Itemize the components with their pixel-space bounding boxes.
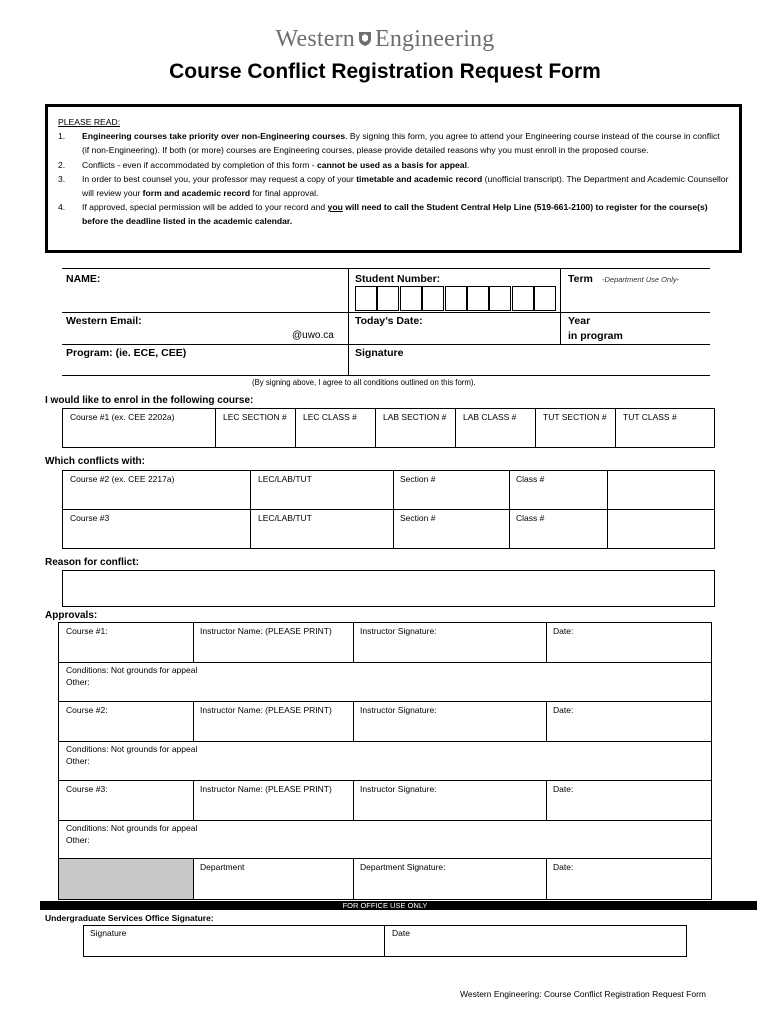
divider xyxy=(58,780,712,781)
divider xyxy=(384,925,385,957)
divider xyxy=(295,408,296,448)
notice-number: 4. xyxy=(58,202,66,213)
student-number-box[interactable] xyxy=(467,286,489,311)
divider xyxy=(58,820,712,821)
program-field[interactable] xyxy=(190,346,345,374)
name-label: NAME: xyxy=(66,273,101,285)
notice-text: . By signing this form, you agree to attend your Engineering course instead of the course in conflict (if non-Engineering). If both (or more) courses are Engineering courses, please provide detailed reasons why you must enroll in the proposed course. xyxy=(82,131,720,156)
notice-item xyxy=(58,158,729,172)
divider xyxy=(58,662,712,663)
divider xyxy=(62,375,710,376)
email-label: Western Email: xyxy=(66,315,142,327)
divider xyxy=(535,408,536,448)
other-label: Other: xyxy=(66,677,90,687)
divider xyxy=(215,408,216,448)
office-use-banner-text: FOR OFFICE USE ONLY xyxy=(342,901,428,910)
enrol-column-header: LAB CLASS # xyxy=(463,412,517,422)
conflict-course: Course #2 (ex. CEE 2217a) xyxy=(70,474,175,484)
divider xyxy=(455,408,456,448)
email-field[interactable] xyxy=(150,314,290,342)
notice-underline: you xyxy=(327,202,343,213)
student-number-box[interactable] xyxy=(422,286,444,311)
department-date-label: Date: xyxy=(553,862,574,872)
divider xyxy=(393,470,394,549)
student-number-boxes xyxy=(355,286,557,311)
footer-text: Western Engineering: Course Conflict Registration Request Form xyxy=(460,989,706,999)
divider xyxy=(560,268,561,345)
divider xyxy=(607,470,608,549)
notice-bold: Engineering courses take priority over non-Engineering courses xyxy=(82,131,346,142)
divider xyxy=(615,408,616,448)
approval-date-label: Date: xyxy=(553,784,574,794)
conflict-type: LEC/LAB/TUT xyxy=(258,513,312,523)
notice-number: 1. xyxy=(58,131,66,142)
term-label: Term xyxy=(568,273,593,285)
student-number-box[interactable] xyxy=(377,286,399,311)
conflict-class: Class # xyxy=(516,513,545,523)
conditions-label: Conditions: Not grounds for appeal xyxy=(66,744,198,754)
notice-text: Conflicts - even if accommodated by completion of this form - xyxy=(82,159,317,170)
instructor-signature-label: Instructor Signature: xyxy=(360,705,437,715)
divider xyxy=(546,622,547,662)
divider xyxy=(62,509,715,510)
instructor-signature-label: Instructor Signature: xyxy=(360,784,437,794)
office-date-label: Date xyxy=(392,928,410,938)
western-engineering-logo xyxy=(0,26,770,53)
reason-heading: Reason for conflict: xyxy=(45,557,139,568)
todays-date-field[interactable] xyxy=(432,314,557,342)
student-number-box[interactable] xyxy=(355,286,377,311)
office-signature-label: Signature xyxy=(90,928,127,938)
name-field[interactable] xyxy=(100,270,345,310)
instructor-name-label: Instructor Name: (PLEASE PRINT) xyxy=(200,626,332,636)
divider xyxy=(353,622,354,662)
notice-list xyxy=(58,129,729,228)
year-sub-label: in program xyxy=(568,330,623,342)
notice-heading: PLEASE READ: xyxy=(58,117,121,127)
approval-course-label: Course #3: xyxy=(66,784,108,794)
notice-text: for final approval. xyxy=(250,188,319,199)
instructor-signature-label: Instructor Signature: xyxy=(360,626,437,636)
divider xyxy=(193,622,194,662)
enrol-column-header: TUT CLASS # xyxy=(623,412,677,422)
divider xyxy=(353,858,354,900)
enrol-column-header: LAB SECTION # xyxy=(383,412,447,422)
notice-text: If approved, special permission will be added to your record and xyxy=(82,202,328,213)
conflict-section: Section # xyxy=(400,474,436,484)
conflicts-heading: Which conflicts with: xyxy=(45,456,145,467)
divider xyxy=(353,701,354,741)
conflict-class: Class # xyxy=(516,474,545,484)
approval-date-label: Date: xyxy=(553,705,574,715)
divider xyxy=(546,858,547,900)
department-signature-label: Department Signature: xyxy=(360,862,446,872)
page-title: Course Conflict Registration Request Form xyxy=(169,60,601,83)
email-suffix: @uwo.ca xyxy=(292,330,334,341)
other-label: Other: xyxy=(66,756,90,766)
term-note: -Department Use Only- xyxy=(602,275,680,284)
logo-engineering: Engineering xyxy=(374,26,495,52)
please-read-notice xyxy=(45,104,742,253)
notice-number: 3. xyxy=(58,173,66,184)
department-label: Department xyxy=(200,862,245,872)
divider xyxy=(193,858,194,900)
enrol-column-header: LEC CLASS # xyxy=(303,412,357,422)
shaded-cell xyxy=(59,859,193,899)
notice-item xyxy=(58,129,729,157)
logo-western: Western xyxy=(275,26,355,52)
shield-icon xyxy=(358,31,372,47)
divider xyxy=(348,268,349,376)
divider xyxy=(62,312,710,313)
notice-bold: will need to call the Student Central Help Line (519-661-2100) to register for the course(s) before the deadline listed in the academic calendar. xyxy=(82,202,708,227)
divider xyxy=(509,470,510,549)
program-label: Program: (ie. ECE, CEE) xyxy=(66,347,187,359)
notice-bold: timetable and academic record xyxy=(356,173,483,184)
notice-number: 2. xyxy=(58,159,66,170)
divider xyxy=(58,741,712,742)
notice-item xyxy=(58,200,729,228)
divider xyxy=(546,701,547,741)
divider xyxy=(58,701,712,702)
reason-field[interactable] xyxy=(62,570,715,607)
student-number-box[interactable] xyxy=(512,286,534,311)
other-label: Other: xyxy=(66,835,90,845)
student-number-box[interactable] xyxy=(445,286,467,311)
enrol-heading: I would like to enrol in the following course: xyxy=(45,395,254,406)
enrol-column-header: Course #1 (ex. CEE 2202a) xyxy=(70,412,175,422)
signature-note: (By signing above, I agree to all conditions outlined on this form). xyxy=(252,378,476,387)
notice-bold: form and academic record xyxy=(142,188,251,199)
conflict-course: Course #3 xyxy=(70,513,110,523)
divider xyxy=(193,780,194,820)
divider xyxy=(62,268,710,269)
notice-bold: cannot be used as a basis for appeal xyxy=(317,159,467,170)
student-signature-field[interactable] xyxy=(410,346,708,374)
instructor-name-label: Instructor Name: (PLEASE PRINT) xyxy=(200,705,332,715)
instructor-name-label: Instructor Name: (PLEASE PRINT) xyxy=(200,784,332,794)
notice-item xyxy=(58,172,729,200)
enrol-column-header: TUT SECTION # xyxy=(543,412,607,422)
student-number-box[interactable] xyxy=(489,286,511,311)
approval-course-label: Course #2: xyxy=(66,705,108,715)
divider xyxy=(58,858,712,859)
divider xyxy=(193,701,194,741)
conditions-label: Conditions: Not grounds for appeal xyxy=(66,665,198,675)
student-number-box[interactable] xyxy=(534,286,556,311)
divider xyxy=(62,344,710,345)
conflict-section: Section # xyxy=(400,513,436,523)
todays-date-label: Today’s Date: xyxy=(355,315,423,327)
notice-text: In order to best counsel you, your professor may request a copy of your xyxy=(82,173,357,184)
office-signature-heading: Undergraduate Services Office Signature: xyxy=(45,913,214,923)
approval-course-label: Course #1: xyxy=(66,626,108,636)
signature-label: Signature xyxy=(355,347,404,359)
divider xyxy=(375,408,376,448)
notice-text: (unofficial transcript). The Department and Academic Counsellor will review your xyxy=(82,173,729,199)
divider xyxy=(353,780,354,820)
divider xyxy=(250,470,251,549)
year-label: Year xyxy=(568,315,591,327)
office-signature-table xyxy=(83,925,687,957)
conditions-label: Conditions: Not grounds for appeal xyxy=(66,823,198,833)
notice-text: . xyxy=(466,159,470,170)
enrol-column-header: LEC SECTION # xyxy=(223,412,287,422)
student-number-label: Student Number: xyxy=(355,273,441,285)
approval-date-label: Date: xyxy=(553,626,574,636)
divider xyxy=(546,780,547,820)
student-number-box[interactable] xyxy=(400,286,422,311)
conflict-type: LEC/LAB/TUT xyxy=(258,474,312,484)
approvals-heading: Approvals: xyxy=(45,610,98,621)
